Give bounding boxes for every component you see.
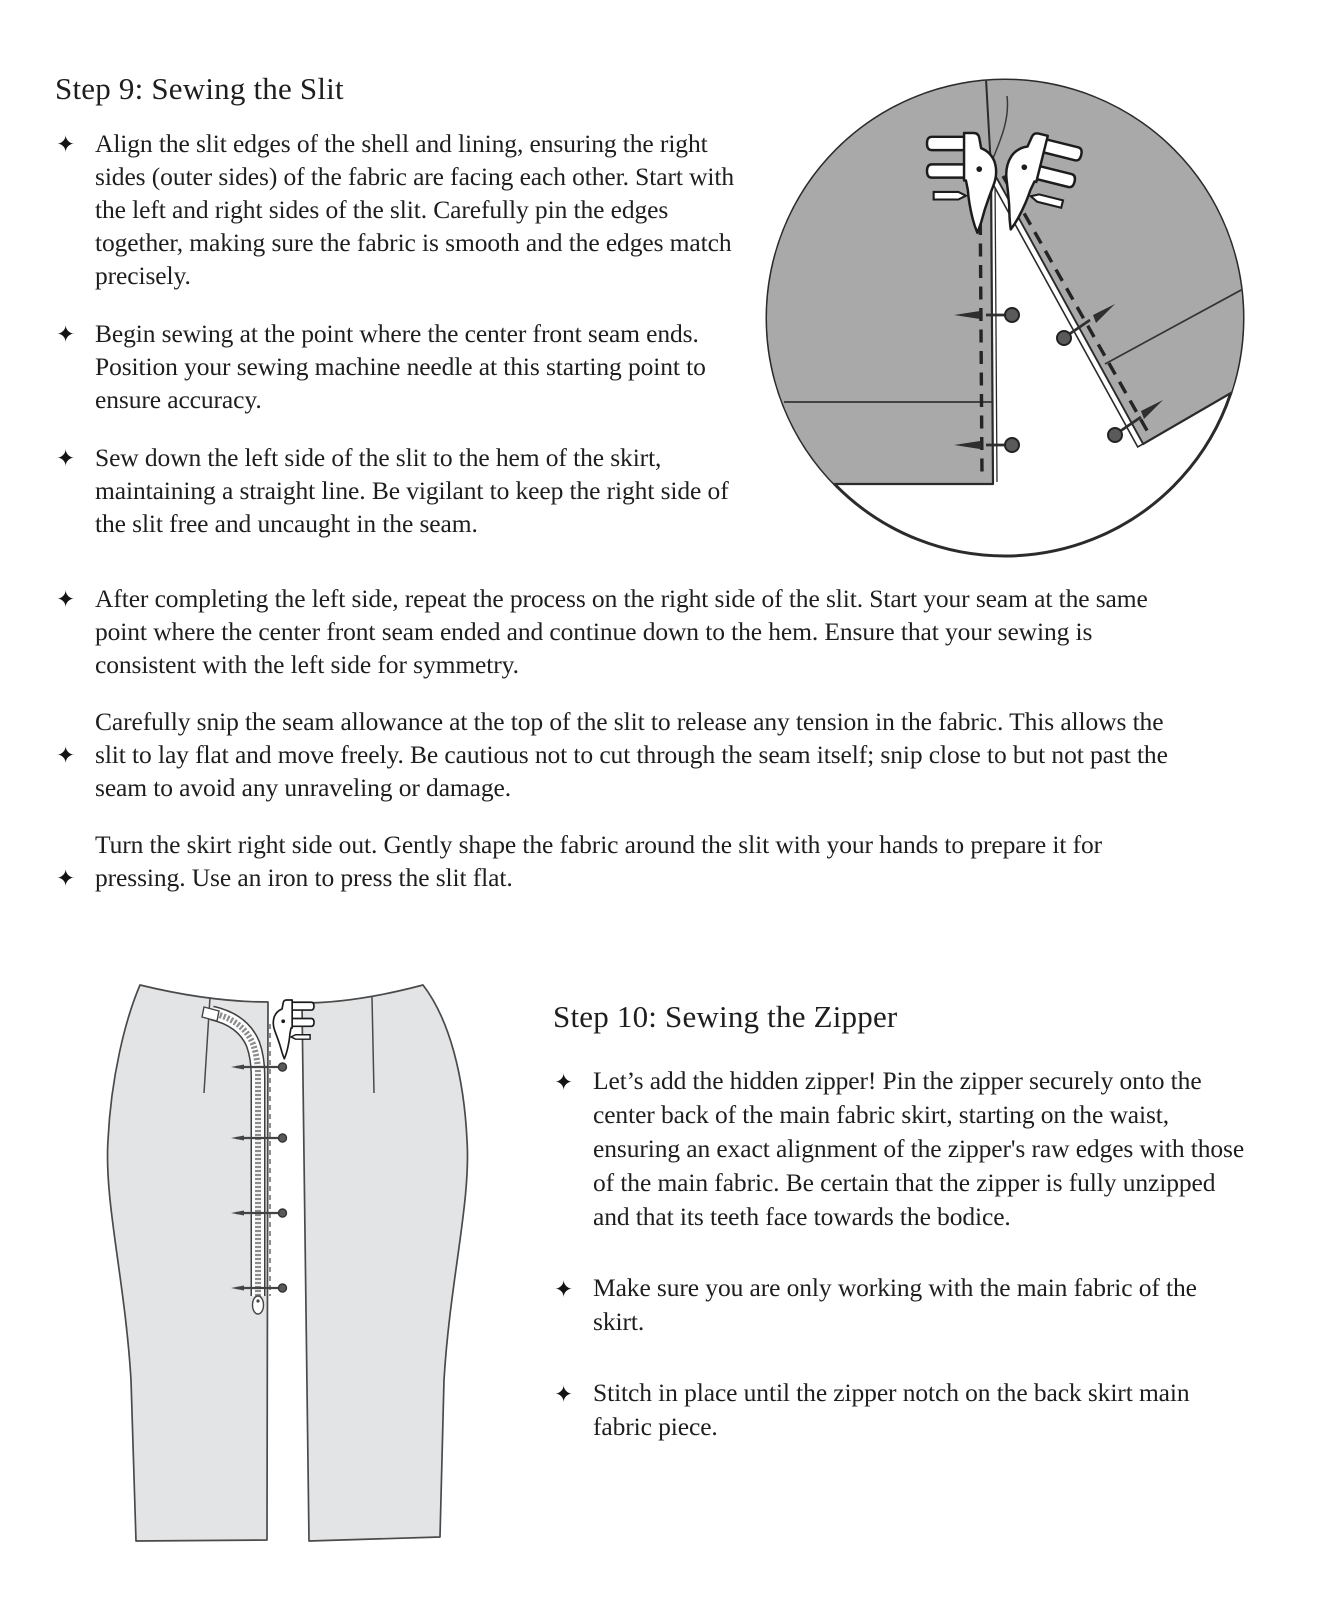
list-item xyxy=(55,705,1190,804)
sparkle-bullet-icon: ✦ xyxy=(56,587,76,613)
step9-bullet-list-wide xyxy=(55,582,1190,918)
skirt-right-back-panel xyxy=(302,985,468,1541)
list-item xyxy=(55,582,1190,681)
sparkle-bullet-icon: ✦ xyxy=(56,866,76,892)
sparkle-bullet-icon: ✦ xyxy=(56,743,76,769)
sparkle-bullet-icon: ✦ xyxy=(554,1070,574,1096)
list-item xyxy=(55,127,745,292)
list-item xyxy=(55,441,745,540)
bullet-text: Stitch in place until the zipper notch on the back skirt main fabric piece. xyxy=(593,1378,1190,1441)
bullet-text: Carefully snip the seam allowance at the top of the slit to release any tension in the fabric. This allows the slit to lay flat and move freely. Be cautious not to cut through the seam itself; snip close to but not past the seam to avoid any unraveling or damage. xyxy=(95,707,1168,802)
step10-bullet-list xyxy=(553,1064,1253,1481)
list-item xyxy=(553,1376,1253,1444)
slit-closeup-illustration xyxy=(762,75,1248,561)
bullet-text: After completing the left side, repeat the process on the right side of the slit. Start your seam at the same point where the center front seam ended and continue down to the hem. Ensure that your sewing is consistent with the left side for symmetry. xyxy=(95,584,1148,679)
bullet-text: Turn the skirt right side out. Gently shape the fabric around the slit with your hands to prepare it for pressing. Use an iron to press the slit flat. xyxy=(95,830,1103,892)
bullet-text: Sew down the left side of the slit to the hem of the skirt, maintaining a straight line. Be vigilant to keep the right side of the slit free and uncaught in the seam. xyxy=(95,443,729,538)
skirt-zipper-illustration xyxy=(105,980,525,1550)
sparkle-bullet-icon: ✦ xyxy=(554,1382,574,1408)
list-item xyxy=(55,317,745,416)
list-item xyxy=(553,1271,1253,1339)
step9-title: Step 9: Sewing the Slit xyxy=(55,70,344,106)
step10-title: Step 10: Sewing the Zipper xyxy=(553,998,898,1034)
list-item xyxy=(553,1064,1253,1234)
sparkle-bullet-icon: ✦ xyxy=(56,446,76,472)
sparkle-bullet-icon: ✦ xyxy=(554,1277,574,1303)
step9-bullet-list-narrow xyxy=(55,127,745,565)
bullet-text: Begin sewing at the point where the center front seam ends. Position your sewing machine needle at this starting point to ensure accuracy. xyxy=(95,319,706,414)
bullet-text: Align the slit edges of the shell and lining, ensuring the right sides (outer sides) of the fabric are facing each other. Start with the left and right sides of the slit. Carefully pin the edges together, making sure the fabric is smooth and the edges match precisely. xyxy=(95,129,735,290)
bullet-text: Let’s add the hidden zipper! Pin the zipper securely onto the center back of the main fabric skirt, starting on the waist, ensuring an exact alignment of the zipper's raw edges with those of the main fabric. Be certain that the zipper is fully unzipped and that its teeth face towards the bodice. xyxy=(593,1066,1245,1231)
sparkle-bullet-icon: ✦ xyxy=(56,322,76,348)
list-item xyxy=(55,828,1190,894)
sparkle-bullet-icon: ✦ xyxy=(56,132,76,158)
bullet-text: Make sure you are only working with the main fabric of the skirt. xyxy=(593,1273,1197,1336)
